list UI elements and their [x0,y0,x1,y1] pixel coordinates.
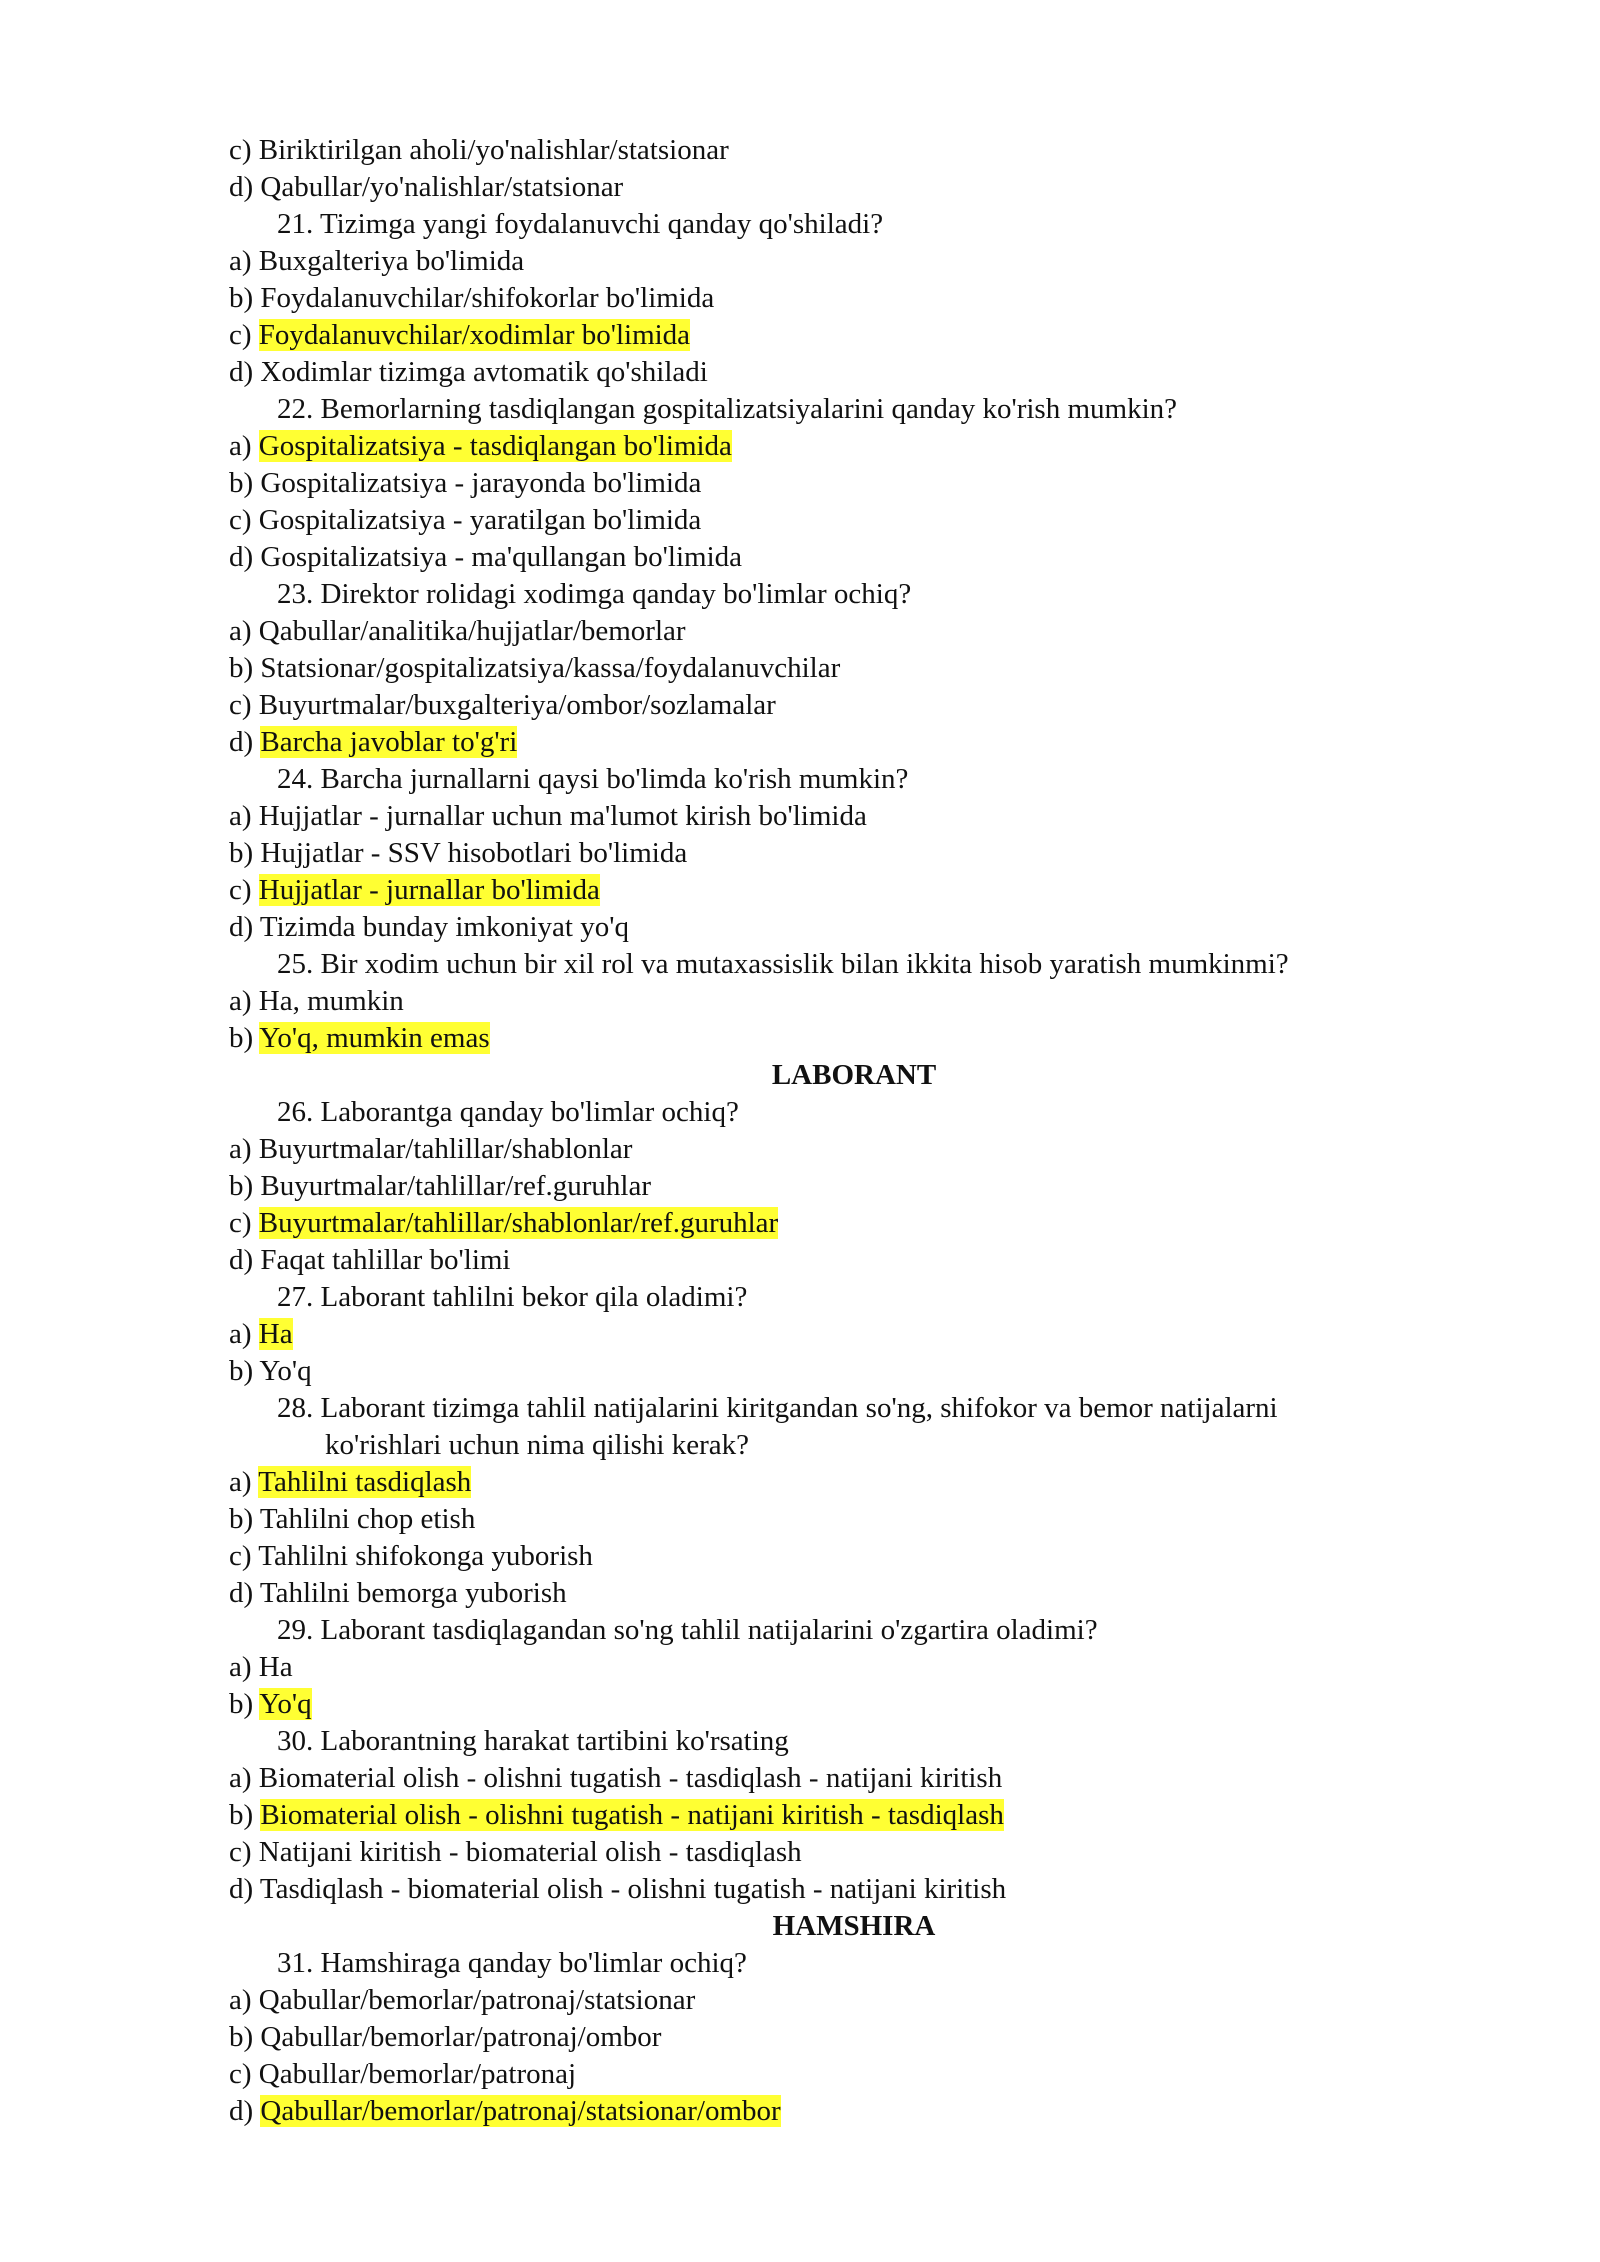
option-text: Gospitalizatsiya - yaratilgan bo'limida [258,504,702,536]
option-letter: d) [229,1873,260,1905]
option-letter: c) [229,2058,259,2090]
answer-option [229,280,1429,317]
option-letter: c) [229,319,259,351]
answer-option [229,1575,1429,1612]
answer-option-correct [229,1316,1429,1353]
option-text: Yo'q, mumkin emas [259,1022,490,1054]
option-text: Gospitalizatsiya - ma'qullangan bo'limida [260,541,743,573]
option-text: Ha [258,1318,293,1350]
option-letter: c) [229,504,259,536]
option-letter: d) [229,1577,260,1609]
question-text: 23. Direktor rolidagi xodimga qanday bo'limlar ochiq? [277,578,912,610]
answer-option-correct [229,317,1429,354]
option-letter: a) [229,430,259,462]
option-letter: b) [229,467,261,499]
quiz-content [229,132,1429,2130]
answer-option [229,2019,1429,2056]
question-text: 24. Barcha jurnallarni qaysi bo'limda ko'rish mumkin? [277,763,909,795]
answer-option-correct [229,724,1429,761]
option-text: Qabullar/bemorlar/patronaj [258,2058,577,2090]
option-text: Hujjatlar - SSV hisobotlari bo'limida [260,837,688,869]
option-text: Statsionar/gospitalizatsiya/kassa/foydalanuvchilar [260,652,841,684]
answer-option [229,465,1429,502]
option-letter: a) [229,985,259,1017]
option-letter: c) [229,1836,259,1868]
option-letter: a) [229,1984,259,2016]
option-text: Qabullar/bemorlar/patronaj/statsionar [258,1984,696,2016]
option-text: Foydalanuvchilar/xodimlar bo'limida [258,319,691,351]
option-letter: a) [229,800,259,832]
option-letter: b) [229,1799,261,1831]
option-text: Qabullar/yo'nalishlar/statsionar [260,171,624,203]
answer-option-correct [229,1686,1429,1723]
option-text: Qabullar/bemorlar/patronaj/ombor [260,2021,662,2053]
option-letter: d) [229,726,261,758]
option-letter: c) [229,134,259,166]
answer-option [229,1353,1429,1390]
answer-option [229,243,1429,280]
option-text: Buyurtmalar/tahlillar/shablonlar [258,1133,633,1165]
answer-option [229,1649,1429,1686]
option-letter: a) [229,1651,259,1683]
option-letter: a) [229,1318,259,1350]
option-text: Ha, mumkin [258,985,404,1017]
option-text: Hujjatlar - jurnallar uchun ma'lumot kirish bo'limida [258,800,867,832]
question-text: 26. Laborantga qanday bo'limlar ochiq? [277,1096,739,1128]
option-letter: a) [229,1762,259,1794]
option-text: Yo'q [259,1688,312,1720]
option-letter: d) [229,171,261,203]
answer-option-correct [229,1205,1429,1242]
option-text: Faqat tahlillar bo'limi [260,1244,511,1276]
answer-option [229,1242,1429,1279]
section-heading: LABORANT [771,1059,937,1091]
option-letter: b) [229,837,261,869]
option-letter: b) [229,1503,260,1535]
option-letter: c) [229,1540,259,1572]
question-text: 25. Bir xodim uchun bir xil rol va mutaxassislik bilan ikkita hisob yaratish mumkinmi? [277,948,1289,980]
section-heading: HAMSHIRA [772,1910,936,1942]
option-letter: a) [229,1466,259,1498]
answer-option-correct [229,1464,1429,1501]
option-text: Yo'q [259,1355,312,1387]
option-letter: c) [229,689,259,721]
option-letter: d) [229,1244,261,1276]
answer-option [229,2056,1429,2093]
question-text: 29. Laborant tasdiqlagandan so'ng tahlil natijalarini o'zgartira oladimi? [277,1614,1098,1646]
answer-option-correct [229,1797,1429,1834]
option-letter: b) [229,282,261,314]
option-letter: b) [229,2021,261,2053]
option-text: Foydalanuvchilar/shifokorlar bo'limida [260,282,715,314]
answer-option [229,1871,1429,1908]
option-text: Buyurtmalar/buxgalteriya/ombor/sozlamalar [258,689,776,721]
option-text: Xodimlar tizimga avtomatik qo'shiladi [260,356,708,388]
answer-option-correct [229,872,1429,909]
answer-option [229,650,1429,687]
option-text: Qabullar/analitika/hujjatlar/bemorlar [258,615,686,647]
option-letter: b) [229,1170,261,1202]
question-text: 27. Laborant tahlilni bekor qila oladimi? [277,1281,748,1313]
answer-option [229,502,1429,539]
question-text: 22. Bemorlarning tasdiqlangan gospitalizatsiyalarini qanday ko'rish mumkin? [277,393,1178,425]
question-line: 28. Laborant tizimga tahlil natijalarini kiritgandan so'ng, shifokor va bemor natijalarni [277,1392,1278,1424]
answer-option [229,169,1429,206]
option-letter: d) [229,356,261,388]
answer-option [229,1538,1429,1575]
option-letter: b) [229,1355,260,1387]
answer-option [229,1168,1429,1205]
option-letter: d) [229,541,261,573]
answer-option [229,687,1429,724]
question-text: 31. Hamshiraga qanday bo'limlar ochiq? [277,1947,747,1979]
option-text: Biomaterial olish - olishni tugatish - tasdiqlash - natijani kiritish [258,1762,1003,1794]
option-text: Gospitalizatsiya - jarayonda bo'limida [260,467,702,499]
answer-option-correct [229,428,1429,465]
answer-option [229,798,1429,835]
option-letter: c) [229,874,259,906]
question-text: 30. Laborantning harakat tartibini ko'rsating [277,1725,789,1757]
answer-option [229,909,1429,946]
option-text: Ha [258,1651,293,1683]
option-text: Natijani kiritish - biomaterial olish - tasdiqlash [258,1836,802,1868]
answer-option-correct [229,2093,1429,2130]
option-letter: d) [229,911,260,943]
option-text: Tahlilni chop etish [259,1503,476,1535]
option-letter: c) [229,1207,259,1239]
option-text: Tahlilni tasdiqlash [258,1466,472,1498]
option-text: Qabullar/bemorlar/patronaj/statsionar/ombor [260,2095,781,2127]
option-letter: a) [229,1133,259,1165]
answer-option [229,613,1429,650]
option-text: Biomaterial olish - olishni tugatish - natijani kiritish - tasdiqlash [260,1799,1004,1831]
answer-option [229,983,1429,1020]
answer-option [229,1760,1429,1797]
answer-option [229,1982,1429,2019]
option-text: Tahlilni bemorga yuborish [259,1577,567,1609]
option-text: Hujjatlar - jurnallar bo'limida [258,874,600,906]
answer-option [229,354,1429,391]
option-text: Buyurtmalar/tahlillar/shablonlar/ref.guruhlar [258,1207,779,1239]
option-text: Buxgalteriya bo'limida [258,245,525,277]
option-letter: b) [229,1022,260,1054]
question-continuation: ko'rishlari uchun nima qilishi kerak? [325,1429,750,1461]
option-text: Tizimda bunday imkoniyat yo'q [259,911,629,943]
option-text: Gospitalizatsiya - tasdiqlangan bo'limida [258,430,732,462]
option-letter: b) [229,652,261,684]
answer-option [229,1834,1429,1871]
option-text: Tasdiqlash - biomaterial olish - olishni tugatish - natijani kiritish [259,1873,1007,1905]
answer-option [229,835,1429,872]
answer-option [229,1131,1429,1168]
option-text: Buyurtmalar/tahlillar/ref.guruhlar [260,1170,651,1202]
question-text: 21. Tizimga yangi foydalanuvchi qanday qo'shiladi? [277,208,884,240]
answer-option [229,539,1429,576]
answer-option [229,132,1429,169]
option-letter: a) [229,615,259,647]
option-letter: a) [229,245,259,277]
option-letter: d) [229,2095,261,2127]
option-text: Tahlilni shifokonga yuborish [258,1540,593,1572]
option-text: Barcha javoblar to'g'ri [260,726,518,758]
question-text [229,1390,1429,1464]
option-letter: b) [229,1688,260,1720]
answer-option [229,1501,1429,1538]
answer-option-correct [229,1020,1429,1057]
option-text: Biriktirilgan aholi/yo'nalishlar/statsionar [258,134,729,166]
